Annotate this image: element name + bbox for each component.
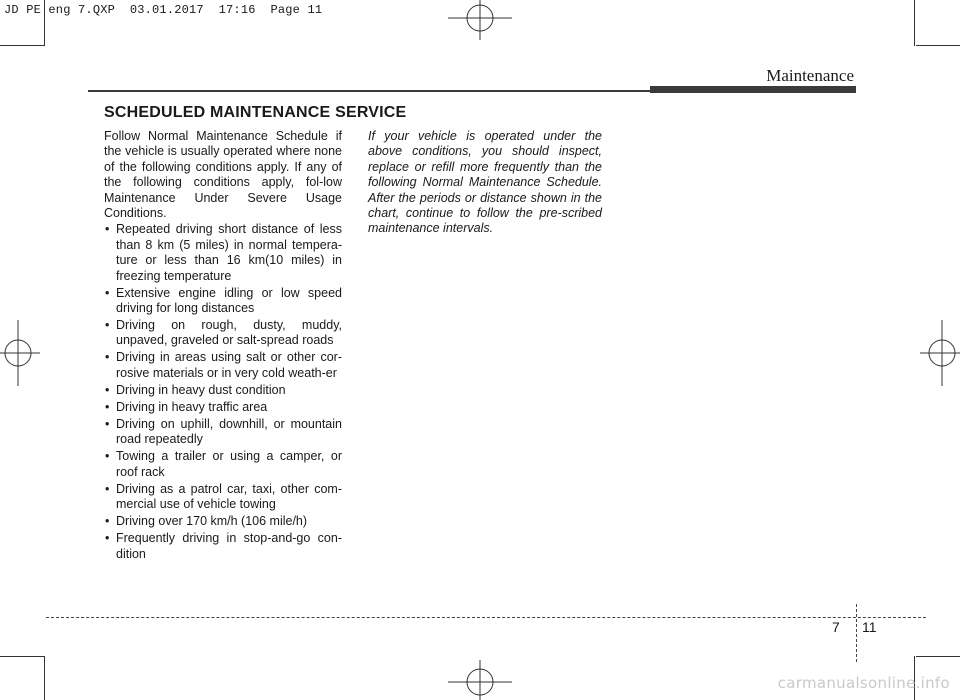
list-item — [104, 531, 342, 562]
crop-mark — [0, 656, 44, 657]
chapter-number: 7 — [832, 619, 840, 635]
print-header: JD PE eng 7.QXP 03.01.2017 17:16 Page 11 — [4, 3, 323, 17]
list-item-text: Frequently driving in stop-and-go con-dition — [116, 531, 342, 561]
bullet-icon: • — [105, 350, 110, 365]
footer-rule — [46, 617, 926, 618]
bullet-icon: • — [105, 399, 110, 414]
left-column — [104, 129, 342, 564]
bullet-icon: • — [105, 449, 110, 464]
note-paragraph: If your vehicle is operated under the above conditions, you should inspect, replace or refill more frequently than the following Normal Maintenance Schedule. After the periods or distance shown in the chart, continue to follow the pre-scribed maintenance intervals. — [368, 129, 602, 236]
registration-mark-icon — [0, 316, 46, 390]
intro-paragraph: Follow Normal Maintenance Schedule if the vehicle is usually operated where none of the following conditions apply. If any of the following conditions apply, fol-low Maintenance Under Severe Usage Conditions. — [104, 129, 342, 221]
list-item — [104, 350, 342, 381]
list-item-text: Driving in heavy traffic area — [116, 399, 268, 414]
list-item — [104, 417, 342, 448]
list-item-text: Driving in heavy dust condition — [116, 382, 286, 397]
list-item-text: Towing a trailer or using a camper, or roof rack — [116, 449, 342, 479]
list-item — [104, 482, 342, 513]
crop-mark — [916, 45, 960, 46]
bullet-icon: • — [105, 481, 110, 496]
list-item — [104, 318, 342, 349]
list-item-text: Driving in areas using salt or other cor-rosive materials or in very cold weath-er — [116, 350, 342, 380]
bullet-icon: • — [105, 416, 110, 431]
list-item-text: Extensive engine idling or low speed driving for long distances — [116, 285, 342, 316]
section-heading: SCHEDULED MAINTENANCE SERVICE — [104, 104, 407, 121]
list-item — [104, 222, 342, 284]
list-item — [104, 514, 342, 529]
registration-mark-icon — [444, 0, 516, 46]
list-item — [104, 449, 342, 480]
crop-mark — [914, 0, 915, 46]
bullet-icon: • — [105, 382, 110, 397]
footer-divider — [856, 604, 857, 662]
page-number: 11 — [862, 619, 877, 635]
watermark: carmanualsonline.info — [777, 674, 950, 692]
list-item-text: Repeated driving short distance of less than 8 km (5 miles) in normal tempera-ture or less than 16 km(10 miles) in freezing temperature — [116, 222, 342, 283]
list-item — [104, 383, 342, 398]
condition-list — [104, 222, 342, 561]
bullet-icon: • — [105, 285, 110, 300]
list-item-text: Driving over 170 km/h (106 mile/h) — [116, 514, 308, 529]
crop-mark — [44, 656, 45, 700]
list-item — [104, 286, 342, 317]
title-rule-accent — [650, 86, 856, 93]
bullet-icon: • — [105, 514, 110, 529]
list-item-text: Driving as a patrol car, taxi, other com-mercial use of vehicle towing — [116, 481, 342, 512]
bullet-icon: • — [105, 318, 110, 333]
crop-mark — [916, 656, 960, 657]
registration-mark-icon — [914, 316, 960, 390]
chapter-title: Maintenance — [766, 66, 854, 85]
list-item-text: Driving on uphill, downhill, or mountain road repeatedly — [116, 416, 342, 447]
crop-mark — [0, 45, 44, 46]
title-rule — [88, 90, 650, 92]
bullet-icon: • — [105, 531, 110, 546]
list-item — [104, 400, 342, 415]
list-item-text: Driving on rough, dusty, muddy, unpaved, graveled or salt-spread roads — [116, 318, 342, 348]
registration-mark-icon — [444, 656, 516, 700]
bullet-icon: • — [105, 222, 110, 237]
